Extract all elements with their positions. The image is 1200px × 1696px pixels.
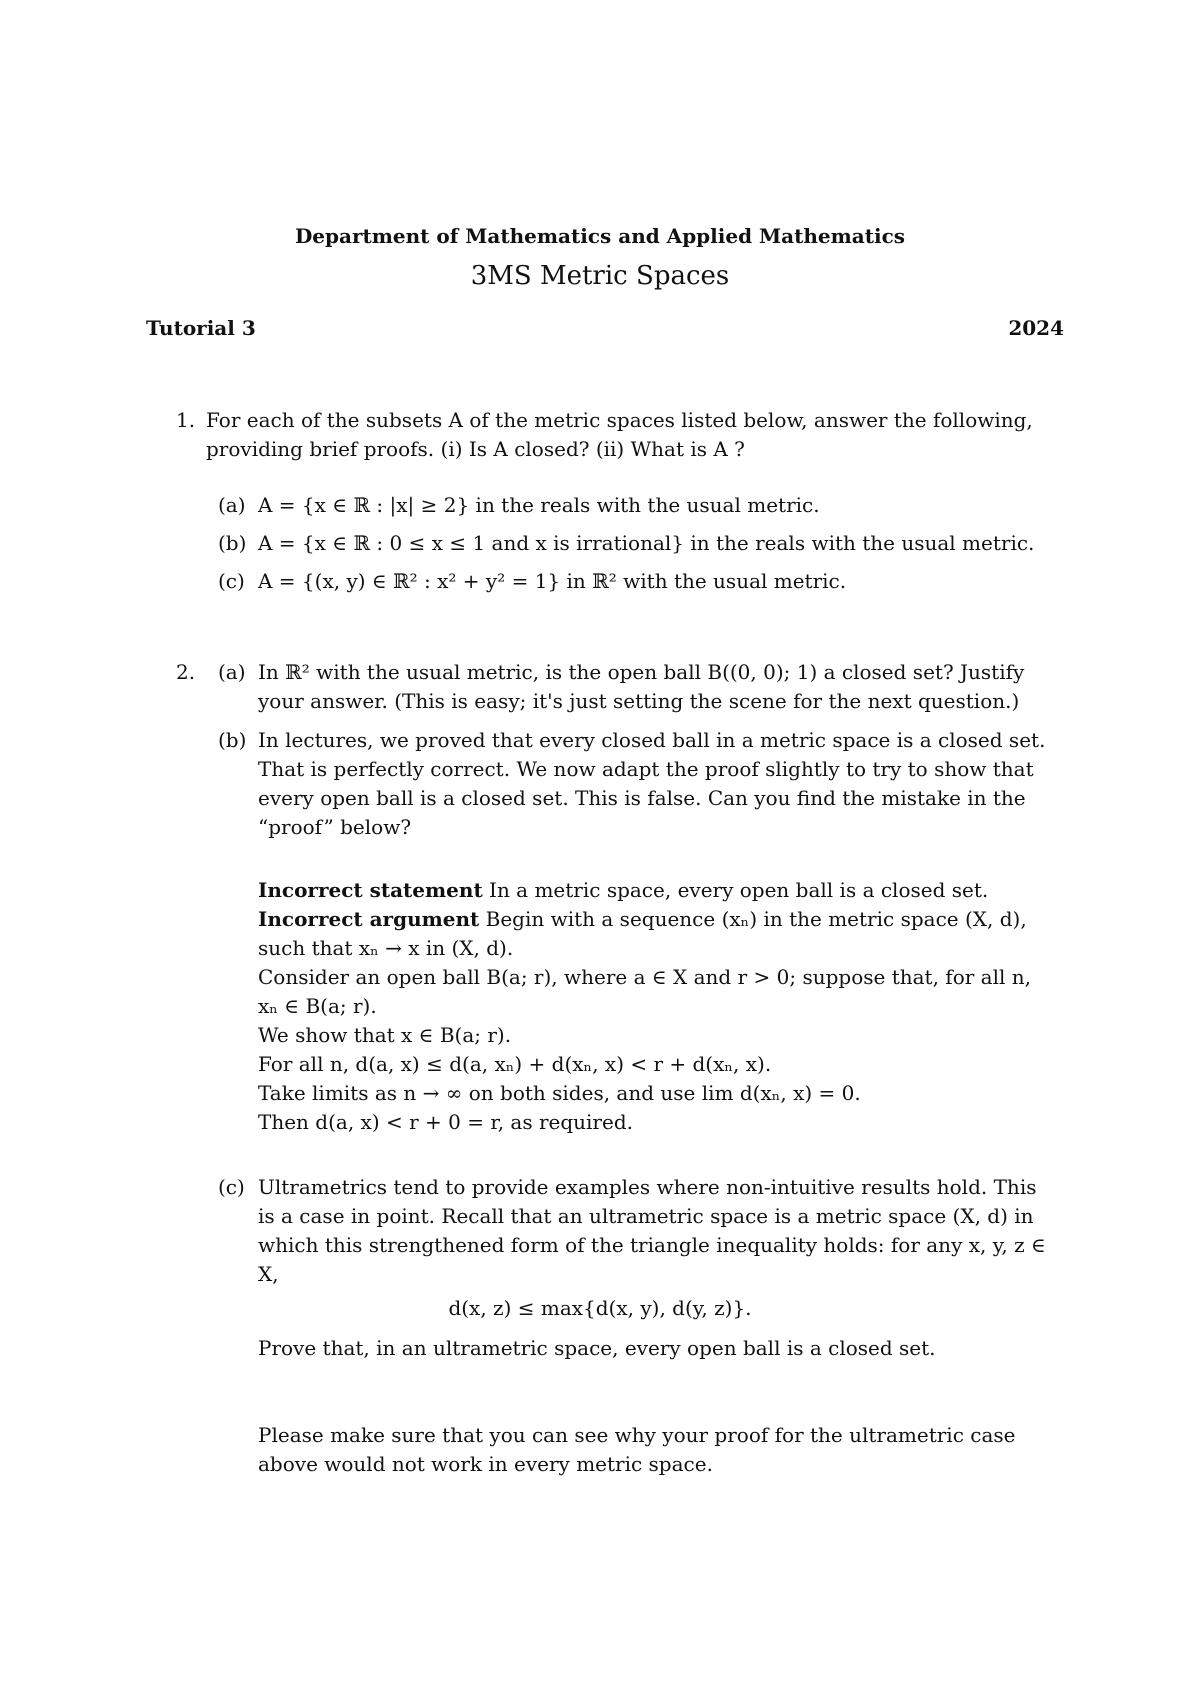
question-2c-line-4: X, — [258, 1262, 279, 1286]
question-2c-prove: Prove that, in an ultrametric space, every open ball is a closed set. — [258, 1336, 936, 1360]
question-1-number: 1. — [176, 408, 196, 432]
incorrect-argument-label: Incorrect argument — [258, 907, 480, 931]
question-2c-line-1: Ultrametrics tend to provide examples where non-intuitive results hold. This — [258, 1175, 1037, 1199]
question-2a-line-2: your answer. (This is easy; it's just setting the scene for the next question.) — [258, 689, 1020, 713]
question-2c-label: (c) — [218, 1175, 245, 1199]
question-2c-line-2: is a case in point. Recall that an ultrametric space is a metric space (X, d) in — [258, 1204, 1034, 1228]
argument-line-6: For all n, d(a, x) ≤ d(a, xₙ) + d(xₙ, x) < r + d(xₙ, x). — [258, 1052, 772, 1076]
question-1a-text: A = {x ∈ ℝ : |x| ≥ 2} in the reals with the usual metric. — [258, 493, 820, 517]
note-line-2: above would not work in every metric space. — [258, 1452, 713, 1476]
question-1a-label: (a) — [218, 493, 246, 517]
argument-line-5: We show that x ∈ B(a; r). — [258, 1023, 512, 1047]
question-1-line-1: For each of the subsets A of the metric spaces listed below, answer the following, — [206, 408, 1033, 432]
argument-line-8: Then d(a, x) < r + 0 = r, as required. — [258, 1110, 633, 1134]
incorrect-statement-label: Incorrect statement — [258, 878, 483, 902]
question-2b-line-2: That is perfectly correct. We now adapt the proof slightly to try to show that — [258, 757, 1034, 781]
question-2b-label: (b) — [218, 728, 247, 752]
ultrametric-inequality: d(x, z) ≤ max{d(x, y), d(y, z)}. — [448, 1296, 752, 1320]
incorrect-statement — [258, 880, 988, 900]
question-2c-line-3: which this strengthened form of the triangle inequality holds: for any x, y, z ∈ — [258, 1233, 1046, 1257]
question-1b-text: A = {x ∈ ℝ : 0 ≤ x ≤ 1 and x is irrational} in the reals with the usual metric. — [258, 531, 1035, 555]
year: 2024 — [1008, 316, 1064, 340]
question-1c-label: (c) — [218, 569, 245, 593]
question-1b-label: (b) — [218, 531, 247, 555]
question-2a-label: (a) — [218, 660, 246, 684]
question-2b-line-4: “proof” below? — [258, 815, 412, 839]
question-1c-text: A = {(x, y) ∈ ℝ² : x² + y² = 1} in ℝ² with the usual metric. — [258, 569, 847, 593]
argument-line-7: Take limits as n → ∞ on both sides, and use lim d(xₙ, x) = 0. — [258, 1081, 861, 1105]
question-1-line-2: providing brief proofs. (i) Is A closed? (ii) What is A ? — [206, 437, 745, 461]
argument-line-3: Consider an open ball B(a; r), where a ∈ X and r > 0; suppose that, for all n, — [258, 965, 1031, 989]
argument-line-2: such that xₙ → x in (X, d). — [258, 936, 514, 960]
question-2b-line-1: In lectures, we proved that every closed ball in a metric space is a closed set. — [258, 728, 1046, 752]
note-line-1: Please make sure that you can see why your proof for the ultrametric case — [258, 1423, 1016, 1447]
question-2a-line-1: In ℝ² with the usual metric, is the open ball B((0, 0); 1) a closed set? Justify — [258, 660, 1025, 684]
question-2b-line-3: every open ball is a closed set. This is false. Can you find the mistake in the — [258, 786, 1026, 810]
incorrect-statement-text: In a metric space, every open ball is a closed set. — [489, 878, 989, 902]
course-title: 3MS Metric Spaces — [470, 261, 730, 291]
incorrect-argument-text: Begin with a sequence (xₙ) in the metric space (X, d), — [485, 907, 1027, 931]
department-heading: Department of Mathematics and Applied Mathematics — [294, 224, 906, 248]
argument-line-4: xₙ ∈ B(a; r). — [258, 994, 377, 1018]
incorrect-argument — [258, 909, 1027, 929]
tutorial-number: Tutorial 3 — [146, 316, 256, 340]
question-2-number: 2. — [176, 660, 196, 684]
